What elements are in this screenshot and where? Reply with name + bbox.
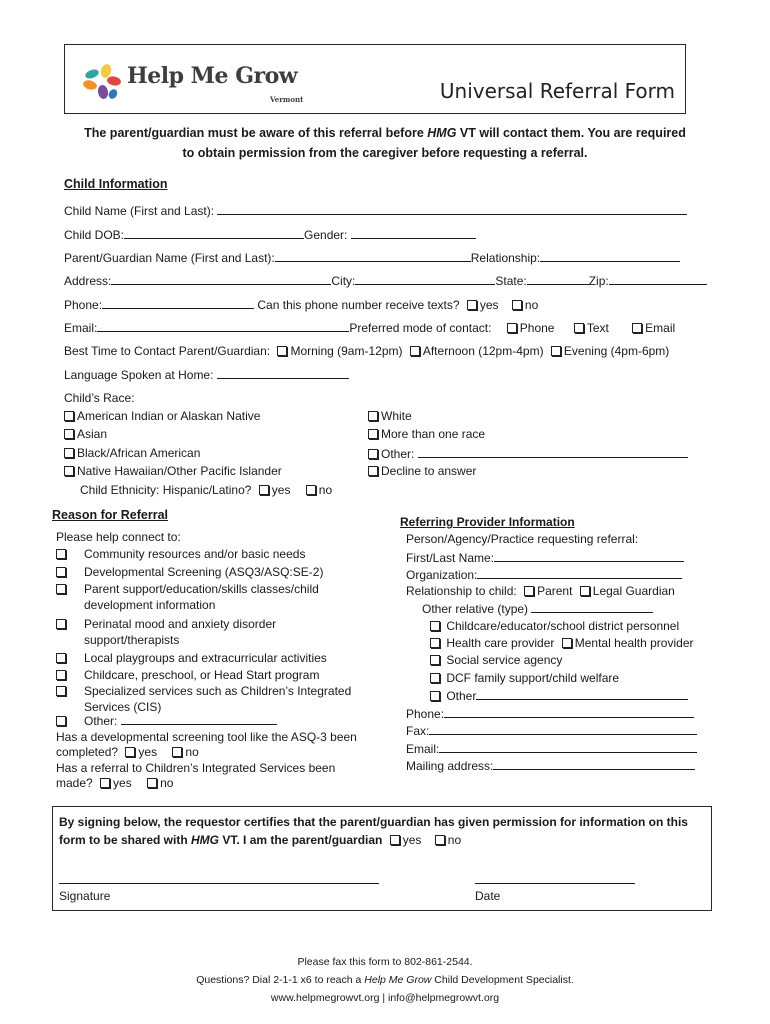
ethnicity-no-checkbox[interactable] — [306, 485, 316, 495]
race-checkbox[interactable] — [64, 411, 74, 421]
race-checkbox[interactable] — [368, 449, 378, 459]
reason-checkbox[interactable] — [56, 716, 66, 726]
reason-checkbox[interactable] — [56, 670, 66, 680]
cis-yes-checkbox[interactable] — [100, 778, 110, 788]
footer-web[interactable]: www.helpmegrowvt.org | info@helpmegrowvt.org — [270, 992, 500, 1004]
signature-box — [52, 806, 712, 911]
race-label: Child’s Race: — [64, 391, 135, 405]
reason-checkbox[interactable] — [56, 653, 66, 663]
signature-label: Signature — [59, 889, 111, 903]
screening-question: Has a developmental screening tool like the ASQ-3 been completed? yes no — [56, 730, 357, 759]
help-me-grow-flower-logo-icon — [79, 63, 125, 103]
email-field[interactable] — [97, 320, 349, 332]
notice-line-2: to obtain permission from the caregiver before requesting a referral. — [182, 146, 588, 160]
provider-fax-row: Fax: — [406, 723, 697, 739]
provider-fax-field[interactable] — [429, 723, 697, 735]
provider-option[interactable]: Health care provider Mental health provider — [430, 636, 693, 651]
provider-option[interactable]: Childcare/educator/school district personnel — [430, 619, 679, 634]
ethnicity-row: Child Ethnicity: Hispanic/Latino? yes no — [80, 483, 333, 497]
race-option-left[interactable]: Black/African American — [64, 446, 200, 461]
child-information-heading: Child Information — [64, 177, 168, 191]
provider-person-label: Person/Agency/Practice requesting referral: — [406, 532, 639, 546]
provider-heading: Referring Provider Information — [400, 515, 575, 529]
child-name-row: Child Name (First and Last): — [64, 203, 687, 219]
footer-fax: Please fax this form to 802-861-2544. — [297, 956, 473, 968]
reason-item[interactable]: Specialized services such as Children’s Integrated Services (CIS) — [56, 683, 376, 715]
reason-item[interactable]: Developmental Screening (ASQ3/ASQ:SE-2) — [56, 564, 376, 580]
texts-yes-checkbox[interactable] — [467, 300, 477, 310]
mode-text-checkbox[interactable] — [574, 323, 584, 333]
reason-item[interactable]: Other: — [56, 713, 376, 729]
screening-yes-checkbox[interactable] — [125, 747, 135, 757]
date-line[interactable] — [475, 883, 635, 884]
child-dob-row: Child DOB: Gender: — [64, 227, 476, 243]
time-evening-checkbox[interactable] — [551, 346, 561, 356]
language-field[interactable] — [217, 367, 349, 379]
guardian-name-field[interactable] — [275, 250, 471, 262]
reason-heading: Reason for Referral — [52, 508, 169, 522]
reason-intro: Please help connect to: — [56, 530, 181, 544]
provider-org-row: Organization: — [406, 567, 682, 583]
best-time-row: Best Time to Contact Parent/Guardian: Morning (9am-12pm) Afternoon (12pm-4pm) Evening (4pm-6pm) — [64, 344, 670, 358]
form-title: Universal Referral Form — [439, 79, 675, 103]
reason-item[interactable]: Childcare, preschool, or Head Start program — [56, 667, 376, 683]
provider-checkbox[interactable] — [430, 673, 440, 683]
city-field[interactable] — [355, 273, 495, 285]
reason-checkbox[interactable] — [56, 619, 66, 629]
race-option-right[interactable]: Decline to answer — [368, 464, 476, 479]
provider-other-field[interactable] — [476, 688, 688, 700]
zip-field[interactable] — [609, 273, 707, 285]
relationship-field[interactable] — [540, 250, 680, 262]
race-option-right[interactable]: White — [368, 409, 412, 424]
race-checkbox[interactable] — [64, 466, 74, 476]
race-option-left[interactable]: Native Hawaiian/Other Pacific Islander — [64, 464, 282, 479]
time-morning-checkbox[interactable] — [277, 346, 287, 356]
reason-checkbox[interactable] — [56, 549, 66, 559]
ethnicity-yes-checkbox[interactable] — [259, 485, 269, 495]
gender-field[interactable] — [351, 227, 476, 239]
provider-phone-row: Phone: — [406, 706, 694, 722]
language-row: Language Spoken at Home: — [64, 367, 349, 383]
address-row: Address: City: State: Zip: — [64, 273, 707, 289]
cis-question: Has a referral to Children’s Integrated Services been made? yes no — [56, 761, 336, 790]
provider-relationship-row: Relationship to child: Parent Legal Guardian — [406, 584, 675, 598]
phone-row: Phone: Can this phone number receive texts? yes no — [64, 298, 539, 312]
race-checkbox[interactable] — [64, 448, 74, 458]
screening-no-checkbox[interactable] — [172, 747, 182, 757]
signature-line[interactable] — [59, 883, 379, 884]
header-box — [64, 44, 686, 114]
race-checkbox[interactable] — [368, 429, 378, 439]
mode-phone-checkbox[interactable] — [507, 323, 517, 333]
child-name-field[interactable] — [217, 203, 687, 215]
reason-checkbox[interactable] — [56, 686, 66, 696]
reason-checkbox[interactable] — [56, 567, 66, 577]
race-option-right[interactable]: More than one race — [368, 427, 485, 442]
provider-org-field[interactable] — [477, 567, 682, 579]
guardian-row: Parent/Guardian Name (First and Last): Relationship: — [64, 250, 680, 266]
guardian-yes-checkbox[interactable] — [390, 835, 400, 845]
logo-wordmark: Help Me Grow — [127, 63, 298, 89]
provider-option[interactable]: Other — [430, 688, 688, 704]
provider-option[interactable]: Social service agency — [430, 653, 562, 668]
race-option-left[interactable]: Asian — [64, 427, 107, 442]
provider-checkbox[interactable] — [430, 691, 440, 701]
mental-health-checkbox[interactable] — [562, 638, 572, 648]
time-afternoon-checkbox[interactable] — [410, 346, 420, 356]
guardian-no-checkbox[interactable] — [435, 835, 445, 845]
mode-email-checkbox[interactable] — [632, 323, 642, 333]
certification-line-2: form to be shared with HMG VT. I am the parent/guardian yes no — [59, 833, 462, 847]
reason-item[interactable]: Perinatal mood and anxiety disorder support/therapists — [56, 616, 376, 648]
reason-item[interactable]: Local playgroups and extracurricular activities — [56, 650, 376, 666]
provider-option[interactable]: DCF family support/child welfare — [430, 671, 619, 686]
race-option-right[interactable]: Other: — [368, 446, 688, 462]
relationship-guardian-checkbox[interactable] — [580, 586, 590, 596]
logo-subtitle: Vermont — [270, 95, 304, 104]
child-dob-field[interactable] — [124, 227, 304, 239]
state-field[interactable] — [527, 273, 589, 285]
provider-checkbox[interactable] — [430, 638, 440, 648]
race-other-field[interactable] — [418, 446, 688, 458]
provider-checkbox[interactable] — [430, 655, 440, 665]
provider-email-row: Email: — [406, 741, 697, 757]
provider-mailing-field[interactable] — [493, 758, 695, 770]
provider-name-row: First/Last Name: — [406, 550, 684, 566]
race-checkbox[interactable] — [368, 466, 378, 476]
texts-no-checkbox[interactable] — [512, 300, 522, 310]
provider-checkbox[interactable] — [430, 621, 440, 631]
race-checkbox[interactable] — [64, 429, 74, 439]
cis-no-checkbox[interactable] — [147, 778, 157, 788]
reason-item[interactable]: Parent support/education/skills classes/child development information — [56, 581, 376, 613]
phone-field[interactable] — [102, 297, 254, 309]
reason-checkbox[interactable] — [56, 584, 66, 594]
race-option-left[interactable]: American Indian or Alaskan Native — [64, 409, 260, 424]
reason-item[interactable]: Community resources and/or basic needs — [56, 546, 376, 562]
race-checkbox[interactable] — [368, 411, 378, 421]
reason-other-field[interactable] — [121, 713, 277, 725]
provider-name-field[interactable] — [494, 550, 684, 562]
provider-phone-field[interactable] — [444, 706, 694, 718]
provider-mailing-row: Mailing address: — [406, 758, 695, 774]
certification-line-1: By signing below, the requestor certifies that the parent/guardian has given permission for information on this — [59, 815, 688, 829]
notice-line-1: The parent/guardian must be aware of this referral before HMG VT will contact them. You are required — [84, 126, 686, 140]
provider-other-relative-row: Other relative (type) — [422, 601, 653, 617]
relationship-parent-checkbox[interactable] — [524, 586, 534, 596]
provider-email-field[interactable] — [439, 741, 697, 753]
footer-questions: Questions? Dial 2-1-1 x6 to reach a Help Me Grow Child Development Specialist. — [196, 974, 574, 986]
date-label: Date — [475, 889, 501, 903]
other-relative-field[interactable] — [531, 601, 653, 613]
address-field[interactable] — [111, 273, 331, 285]
email-row: Email: Preferred mode of contact: Phone Text Email — [64, 321, 676, 335]
